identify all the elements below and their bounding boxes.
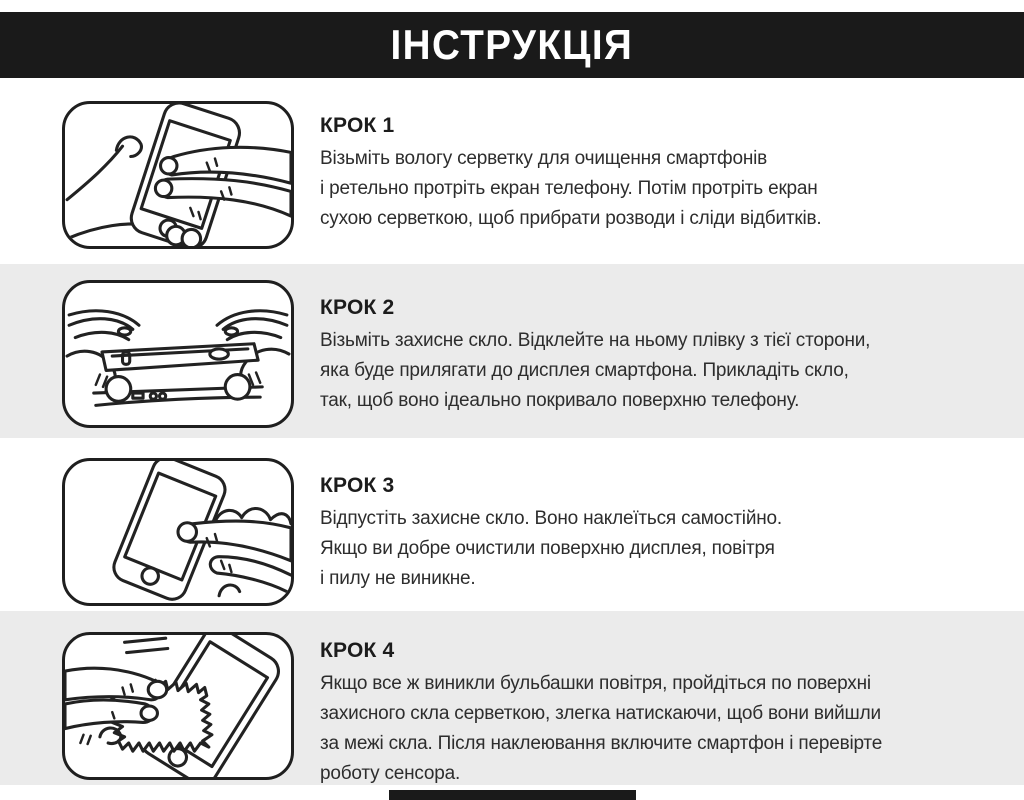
step-1-text — [320, 114, 1010, 234]
header-bar — [0, 12, 1024, 78]
step-4-line-3: за межі скла. Після наклеювання включите смартфон і перевірте — [320, 733, 883, 754]
footer-bar — [389, 790, 636, 800]
page-title: ІНСТРУКЦІЯ — [390, 21, 634, 68]
step-1-title: КРОК 1 — [320, 114, 395, 137]
step-3-title: КРОК 3 — [320, 474, 395, 497]
step-1-line-1: Візьміть вологу серветку для очищення смартфонів — [320, 148, 768, 169]
step-4-line-2: захисного скла серветкою, злегка натискаючи, щоб вони вийшли — [320, 703, 881, 724]
hands-wiping-phone-icon — [65, 104, 291, 246]
aligning-glass-icon — [65, 283, 291, 425]
step-1-line-3: сухою серветкою, щоб прибрати розводи і сліди відбитків. — [320, 208, 822, 229]
step-4-illustration — [62, 632, 294, 780]
step-4-line-4: роботу сенсора. — [320, 763, 461, 784]
step-3-illustration — [62, 458, 294, 606]
step-2-text — [320, 296, 1010, 416]
step-2-line-2: яка буде прилягати до дисплея смартфона. Прикладіть скло, — [320, 360, 849, 381]
step-4-title: КРОК 4 — [320, 639, 395, 662]
step-3-line-1: Відпустіть захисне скло. Воно наклеїться самостійно. — [320, 508, 782, 529]
smoothing-cloth-on-phone-icon — [65, 635, 291, 777]
step-4-line-1: Якщо все ж виникли бульбашки повітря, пройдіться по поверхні — [320, 673, 871, 694]
step-2-illustration — [62, 280, 294, 428]
step-1-line-2: і ретельно протріть екран телефону. Потім протріть екран — [320, 178, 818, 199]
step-2-line-3: так, щоб воно ідеально покривало поверхню телефону. — [320, 390, 800, 411]
step-1-illustration — [62, 101, 294, 249]
finger-pressing-phone-icon — [65, 461, 291, 603]
step-2-line-1: Візьміть захисне скло. Відклейте на ньому плівку з тієї сторони, — [320, 330, 871, 351]
step-3-text — [320, 474, 1010, 594]
step-3-line-3: і пилу не виникне. — [320, 568, 476, 589]
step-2-title: КРОК 2 — [320, 296, 395, 319]
step-4-text — [320, 639, 1010, 789]
step-3-line-2: Якщо ви добре очистили поверхню дисплея, повітря — [320, 538, 775, 559]
